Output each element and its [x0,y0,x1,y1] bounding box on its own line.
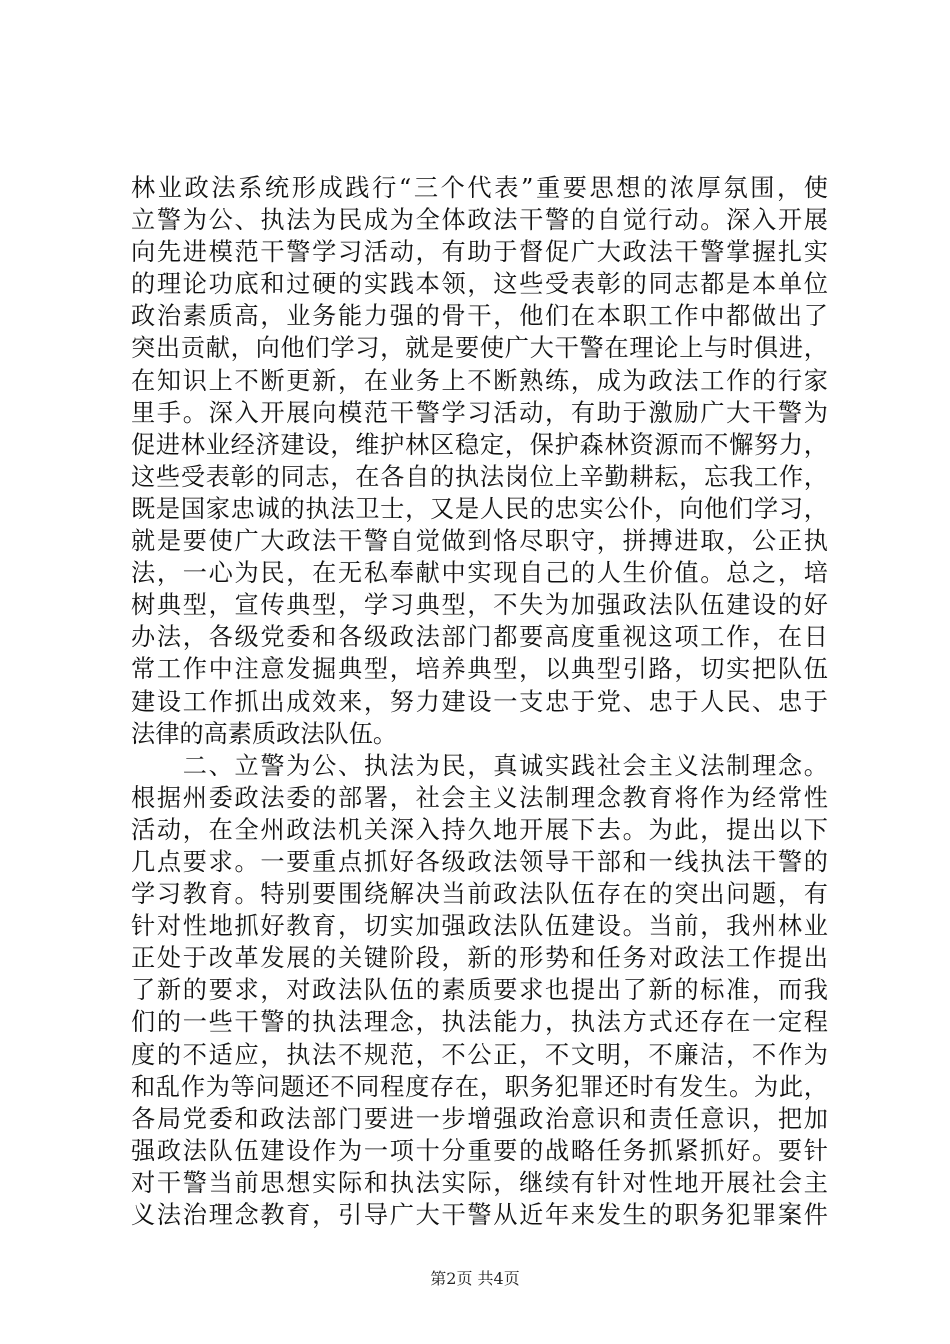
section-heading-line: 二、立警为公、执法为民，真诚实践社会主义法制理念。 [131,751,828,780]
page-number-footer: 第2页 共4页 [430,1269,520,1288]
text-line: 几点要求。一要重点抓好各级政法领导干部和一线执法干警的 [131,847,828,876]
document-body [131,172,828,1231]
text-line: 突出贡献，向他们学习，就是要使广大干警在理论上与时俱进， [131,334,828,363]
text-line: 对干警当前思想实际和执法实际，继续有针对性地开展社会主 [131,1168,828,1197]
text-line: 这些受表彰的同志，在各自的执法岗位上辛勤耕耘，忘我工作， [131,462,828,491]
text-line: 了新的要求，对政法队伍的素质要求也提出了新的标准，而我 [131,976,828,1005]
text-line: 建设工作抓出成效来，努力建设一支忠于党、忠于人民、忠于 [131,687,828,716]
text-line: 在知识上不断更新，在业务上不断熟练，成为政法工作的行家 [131,366,828,395]
text-line: 根据州委政法委的部署，社会主义法制理念教育将作为经常性 [131,783,828,812]
text-line: 义法治理念教育，引导广大干警从近年来发生的职务犯罪案件 [131,1201,828,1229]
text-line: 就是要使广大政法干警自觉做到恪尽职守，拼搏进取，公正执 [131,527,828,556]
text-line: 们的一些干警的执法理念，执法能力，执法方式还存在一定程 [131,1008,828,1037]
text-line: 常工作中注意发掘典型，培养典型，以典型引路，切实把队伍 [131,655,828,684]
text-line: 和乱作为等问题还不同程度存在，职务犯罪还时有发生。为此， [131,1072,828,1101]
text-line: 的理论功底和过硬的实践本领，这些受表彰的同志都是本单位 [131,270,828,299]
text-line: 学习教育。特别要围绕解决当前政法队伍存在的突出问题，有 [131,880,828,909]
text-line: 正处于改革发展的关键阶段，新的形势和任务对政法工作提出 [131,944,828,973]
paragraph-end-line: 法律的高素质政法队伍。 [131,719,398,748]
text-line: 林业政法系统形成践行“三个代表”重要思想的浓厚氛围，使 [131,174,828,202]
text-line: 针对性地抓好教育，切实加强政法队伍建设。当前，我州林业 [131,912,828,941]
text-line: 度的不适应，执法不规范，不公正，不文明，不廉洁，不作为 [131,1040,828,1069]
text-line: 既是国家忠诚的执法卫士，又是人民的忠实公仆，向他们学习， [131,494,828,523]
text-line: 向先进模范干警学习活动，有助于督促广大政法干警掌握扎实 [131,238,828,267]
text-line: 里手。深入开展向模范干警学习活动，有助于激励广大干警为 [131,398,828,427]
text-line: 立警为公、执法为民成为全体政法干警的自觉行动。深入开展 [131,206,828,235]
text-line: 办法，各级党委和各级政法部门都要高度重视这项工作，在日 [131,623,828,652]
text-line: 政治素质高，业务能力强的骨干，他们在本职工作中都做出了 [131,302,828,331]
text-line: 树典型，宣传典型，学习典型，不失为加强政法队伍建设的好 [131,591,828,620]
text-line: 促进林业经济建设，维护林区稳定，保护森林资源而不懈努力， [131,430,828,459]
text-line: 活动，在全州政法机关深入持久地开展下去。为此，提出以下 [131,815,828,844]
text-line: 各局党委和政法部门要进一步增强政治意识和责任意识，把加 [131,1104,828,1133]
text-line: 强政法队伍建设作为一项十分重要的战略任务抓紧抓好。要针 [131,1136,828,1165]
text-line: 法，一心为民，在无私奉献中实现自己的人生价值。总之，培 [131,559,828,588]
